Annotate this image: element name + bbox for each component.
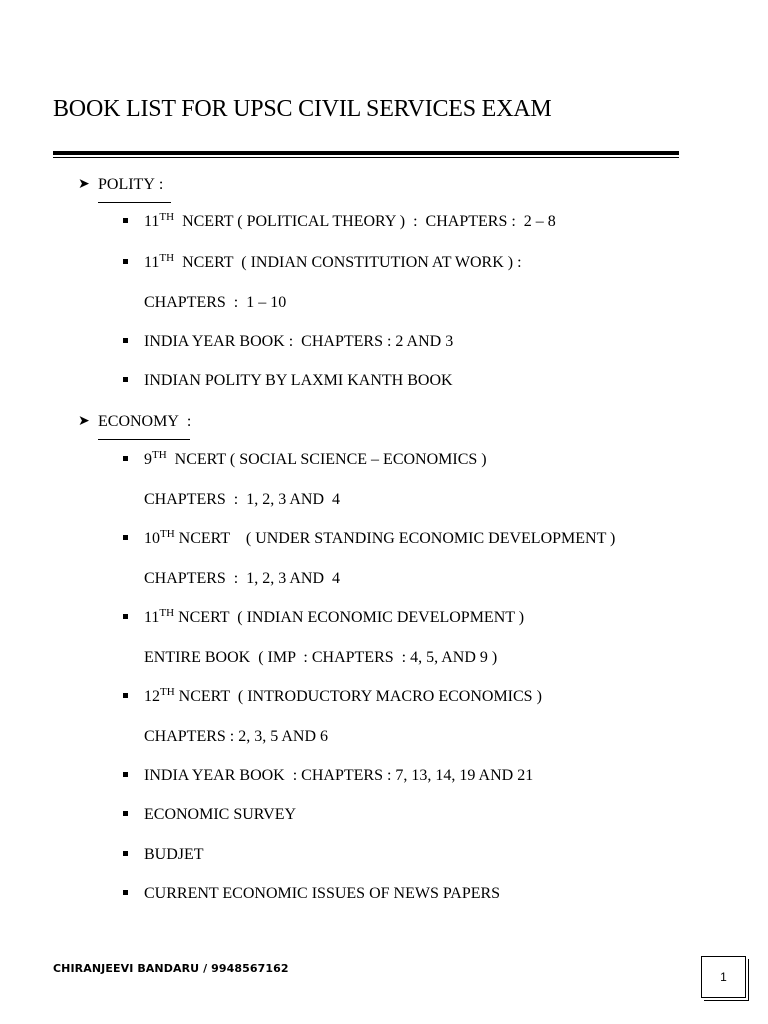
arrowhead-icon: ➤: [78, 414, 90, 429]
arrowhead-icon: ➤: [78, 177, 90, 192]
list-item: [123, 885, 500, 903]
item-text: NCERT ( SOCIAL SCIENCE – ECONOMICS ): [166, 451, 487, 468]
square-bullet-icon: [123, 259, 128, 264]
item-text: BUDJET: [144, 846, 204, 863]
square-bullet-icon: [123, 535, 128, 540]
square-bullet-icon: [123, 890, 128, 895]
item-text: ECONOMIC SURVEY: [144, 806, 297, 823]
list-item: [123, 333, 453, 351]
list-item: [123, 451, 487, 469]
item-superscript: TH: [152, 449, 167, 461]
page-number-label: 1: [720, 970, 727, 984]
item-text: INDIA YEAR BOOK : CHAPTERS : 2 AND 3: [144, 333, 454, 350]
square-bullet-icon: [123, 218, 128, 223]
item-number: 11: [144, 609, 160, 626]
square-bullet-icon: [123, 614, 128, 619]
list-item: [123, 530, 615, 548]
section-heading-polity: POLITY: [98, 176, 155, 193]
list-item: [123, 254, 522, 272]
item-superscript: TH: [160, 528, 175, 540]
item-text: NCERT ( INDIAN ECONOMIC DEVELOPMENT ): [174, 609, 525, 626]
list-item: [123, 609, 524, 627]
item-superscript: TH: [160, 686, 175, 698]
item-continuation: CHAPTERS : 1, 2, 3 AND 4: [144, 570, 341, 587]
square-bullet-icon: [123, 456, 128, 461]
square-bullet-icon: [123, 338, 128, 343]
item-superscript: TH: [159, 252, 175, 264]
item-continuation: CHAPTERS : 2, 3, 5 AND 6: [144, 728, 329, 745]
item-text: NCERT ( INTRODUCTORY MACRO ECONOMICS ): [174, 688, 542, 705]
item-number: 10: [144, 530, 160, 547]
section-heading-economy: ECONOMY: [98, 413, 179, 430]
item-number: 11: [144, 254, 160, 271]
item-text: NCERT ( UNDER STANDING ECONOMIC DEVELOPMENT ): [174, 530, 616, 547]
item-superscript: TH: [159, 607, 175, 619]
page-number: [701, 956, 746, 998]
square-bullet-icon: [123, 851, 128, 856]
square-bullet-icon: [123, 377, 128, 382]
item-text: NCERT ( INDIAN CONSTITUTION AT WORK ) :: [174, 254, 522, 271]
footer-author: CHIRANJEEVI BANDARU / 9948567162: [53, 962, 289, 975]
square-bullet-icon: [123, 811, 128, 816]
section-underline: [98, 202, 171, 203]
item-text: INDIA YEAR BOOK : CHAPTERS : 7, 13, 14, 19 AND 21: [144, 767, 534, 784]
page-title: BOOK LIST FOR UPSC CIVIL SERVICES EXAM: [53, 96, 552, 122]
section-heading-suffix: :: [178, 413, 192, 430]
item-number: 9: [144, 451, 152, 468]
section-heading-suffix: :: [154, 176, 164, 193]
item-text: NCERT ( POLITICAL THEORY ) : CHAPTERS : 2 – 8: [174, 213, 556, 230]
list-item: [123, 806, 296, 824]
item-text: INDIAN POLITY BY LAXMI KANTH BOOK: [144, 372, 453, 389]
item-continuation: CHAPTERS : 1 – 10: [144, 294, 287, 311]
list-item: [123, 767, 533, 785]
item-text: CURRENT ECONOMIC ISSUES OF NEWS PAPERS: [144, 885, 501, 902]
item-continuation: CHAPTERS : 1, 2, 3 AND 4: [144, 491, 341, 508]
item-number: 12: [144, 688, 160, 705]
list-item: [123, 688, 542, 706]
item-continuation: ENTIRE BOOK ( IMP : CHAPTERS : 4, 5, AND 9 ): [144, 649, 498, 666]
square-bullet-icon: [123, 693, 128, 698]
list-item: [123, 213, 556, 231]
list-item: [123, 372, 453, 390]
list-item: [123, 846, 204, 864]
title-rule-thick: [53, 151, 679, 155]
section-polity: [78, 176, 163, 194]
item-superscript: TH: [159, 211, 175, 223]
square-bullet-icon: [123, 772, 128, 777]
title-rule-thin: [53, 157, 679, 158]
section-economy: [78, 413, 191, 431]
section-underline: [98, 439, 190, 440]
item-number: 11: [144, 213, 160, 230]
